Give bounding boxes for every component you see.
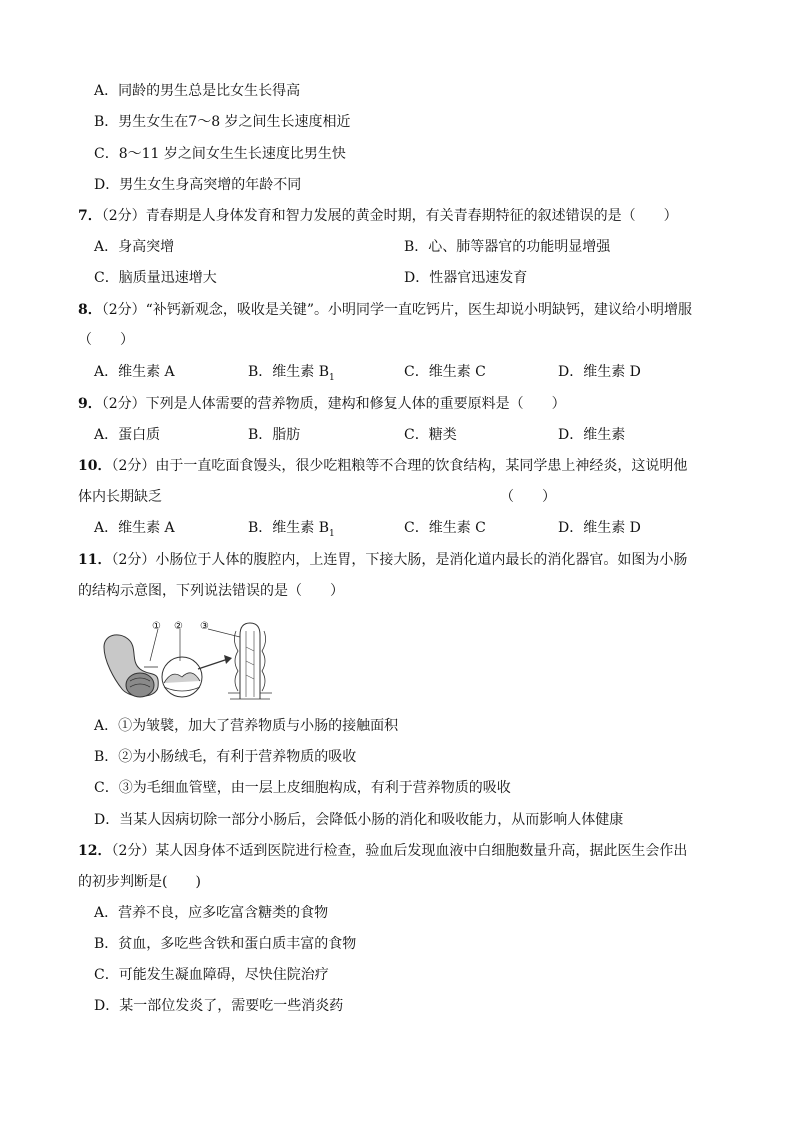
option-a: A．蛋白质 — [94, 427, 161, 443]
question-number: 8． — [78, 302, 102, 318]
question-text: （2分）下列是人体需要的营养物质，建构和修复人体的重要原料是（ ） — [101, 396, 566, 412]
question-number: 11． — [78, 552, 112, 568]
small-intestine-diagram — [100, 617, 275, 702]
option-d: D．男生女生身高突增的年龄不同 — [94, 177, 302, 193]
question-12-line2: 的初步判断是( ) — [78, 874, 201, 890]
option-b: B．心、肺等器官的功能明显增强 — [404, 239, 611, 255]
question-number: 10． — [78, 458, 112, 474]
figure-label-1: ① — [152, 621, 161, 632]
option-b: B．男生女生在7～8 岁之间生长速度相近 — [94, 114, 351, 130]
option-c: C．维生素 C — [404, 520, 486, 536]
question-12 — [78, 841, 687, 861]
question-text: （2分）由于一直吃面食馒头，很少吃粗粮等不合理的饮食结构，某同学患上神经炎，这说明他 — [111, 458, 688, 474]
option-d: D．维生素 — [558, 427, 626, 443]
option-c: C．糖类 — [404, 427, 457, 443]
question-8 — [78, 300, 692, 320]
question-9 — [78, 394, 566, 414]
figure-label-3: ③ — [200, 621, 209, 632]
question-number: 12． — [78, 843, 112, 859]
figure-label-2: ② — [174, 621, 183, 632]
question-10 — [78, 456, 687, 476]
question-7 — [78, 206, 678, 226]
option-c: C．维生素 C — [404, 364, 486, 380]
option-a: A．维生素 A — [94, 364, 175, 380]
option-d: D．当某人因病切除一部分小肠后，会降低小肠的消化和吸收能力，从而影响人体健康 — [94, 812, 624, 828]
question-text: （2分）青春期是人身体发育和智力发展的黄金时期，有关青春期特征的叙述错误的是（ ） — [101, 208, 678, 224]
option-b: B．脂肪 — [248, 427, 301, 443]
intestine-illustration — [100, 617, 275, 702]
subscript: 1 — [329, 528, 335, 539]
question-11 — [78, 550, 687, 570]
option-text: B．维生素 B — [248, 364, 330, 380]
option-a: A．①为皱襞，加大了营养物质与小肠的接触面积 — [94, 718, 399, 734]
question-10-line2: 体内长期缺乏 — [78, 489, 162, 505]
option-a: A．维生素 A — [94, 520, 175, 536]
question-number: 9． — [78, 396, 102, 412]
question-number: 7． — [78, 208, 102, 224]
option-d: D．性器官迅速发育 — [404, 270, 528, 286]
option-b — [248, 518, 335, 544]
answer-paren: （ ） — [500, 489, 556, 505]
option-c: C．脑质量迅速增大 — [94, 270, 217, 286]
option-a: A．身高突增 — [94, 239, 175, 255]
option-c: C．③为毛细血管壁，由一层上皮细胞构成，有利于营养物质的吸收 — [94, 780, 511, 796]
option-d: D．维生素 D — [558, 520, 641, 536]
option-c: C．可能发生凝血障碍，尽快住院治疗 — [94, 967, 329, 983]
option-d: D．维生素 D — [558, 364, 641, 380]
subscript: 1 — [329, 372, 335, 383]
question-8-paren: （ ） — [78, 332, 134, 348]
option-b — [248, 362, 335, 388]
question-text: （2分）小肠位于人体的腹腔内，上连胃，下接大肠，是消化道内最长的消化器官。如图为小肠 — [111, 552, 688, 568]
option-c: C．8～11 岁之间女生生长速度比男生快 — [94, 146, 346, 162]
option-b: B．贫血，多吃些含铁和蛋白质丰富的食物 — [94, 936, 357, 952]
option-a: A．营养不良，应多吃富含糖类的食物 — [94, 905, 329, 921]
option-b: B．②为小肠绒毛，有利于营养物质的吸收 — [94, 749, 357, 765]
option-d: D．某一部位发炎了，需要吃一些消炎药 — [94, 998, 344, 1014]
option-text: B．维生素 B — [248, 520, 330, 536]
question-text: （2分）“补钙新观念，吸收是关键”。小明同学一直吃钙片，医生却说小明缺钙，建议给小明增服 — [101, 302, 692, 318]
question-text: （2分）某人因身体不适到医院进行检查，验血后发现血液中白细胞数量升高，据此医生会作出 — [111, 843, 688, 859]
option-a: A．同龄的男生总是比女生长得高 — [94, 83, 301, 99]
question-11-line2: 的结构示意图，下列说法错误的是（ ） — [78, 583, 344, 599]
